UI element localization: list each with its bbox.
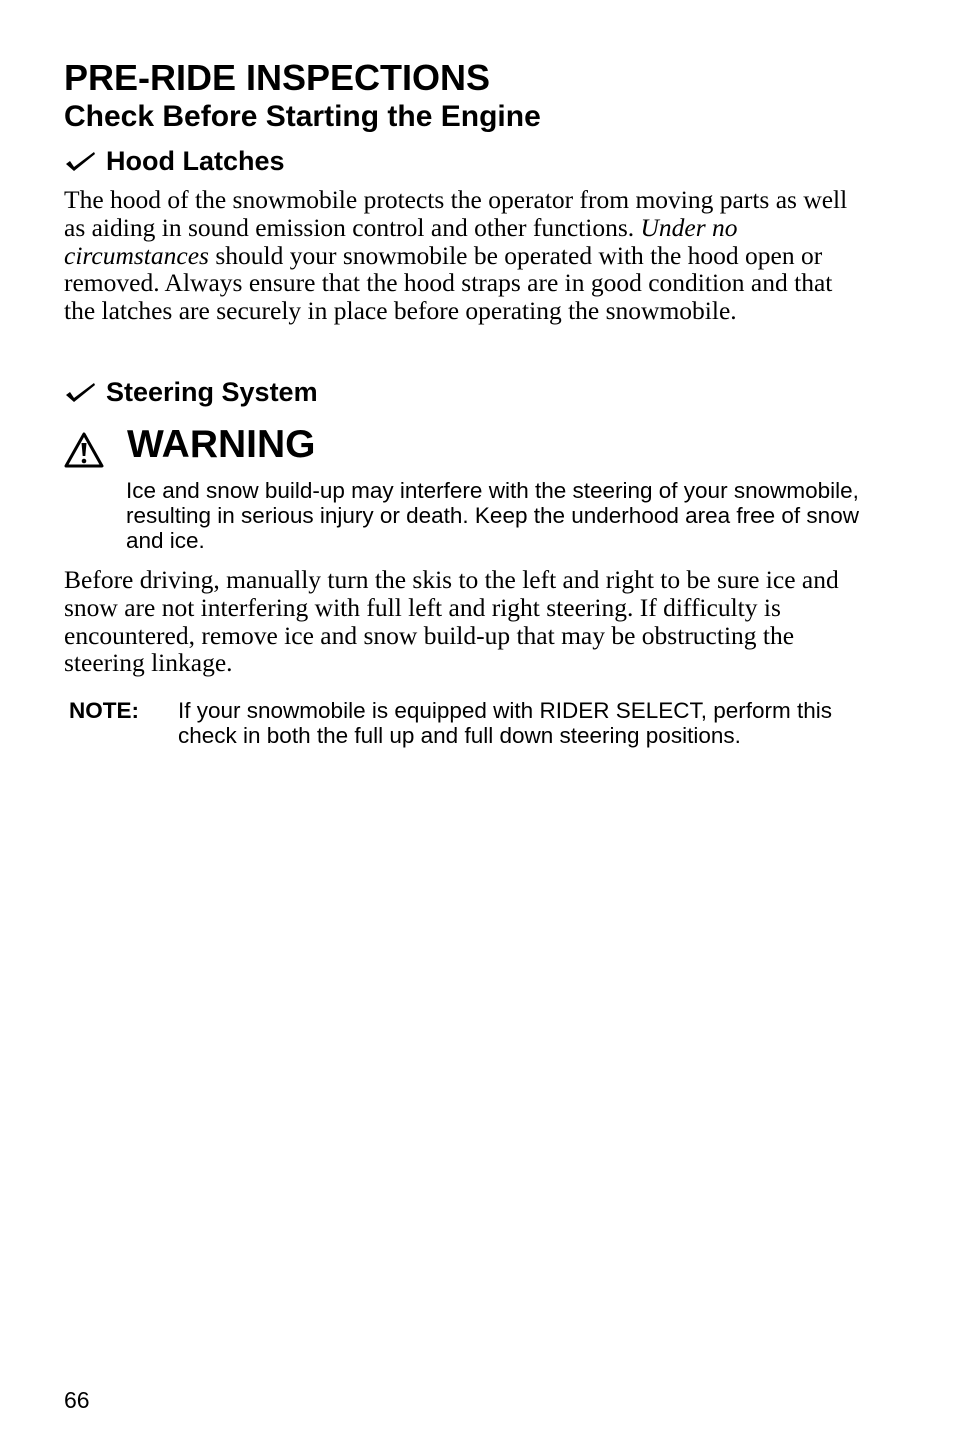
steering-paragraph: Before driving, manually turn the skis to the left and right to be sure ice and snow are not interfering with full left and right steering. If difficulty is encountered, remove ice and snow build-up that may be obstructing the steering linkage. [64, 565, 839, 678]
hood-para-text-2: should your snowmobile be operated with the hood open or removed. Always ensure that the hood straps are in good condition and that the latches are securely in place before operating the snowmobile. [64, 240, 833, 326]
warning-title: WARNING [127, 423, 316, 466]
warning-triangle-icon [64, 432, 104, 468]
check-mark-icon [64, 381, 96, 403]
hood-para-emphasis: Under no circumstances [64, 212, 738, 270]
section-subtitle: Check Before Starting the Engine [64, 100, 541, 133]
warning-text: Ice and snow build-up may interfere with the steering of your snowmobile, resulting in serious injury or death. Keep the underhood area free of snow and ice. [126, 478, 859, 553]
note-text: If your snowmobile is equipped with RIDER SELECT, perform this check in both the full up and full down steering positions. [178, 698, 833, 748]
steering-system-heading [64, 376, 318, 408]
hood-latches-label: Hood Latches [106, 146, 285, 176]
hood-para-text-1: The hood of the snowmobile protects the operator from moving parts as well as aiding in sound emission control and other functions. [64, 185, 848, 242]
check-mark-icon [64, 150, 96, 172]
hood-latches-paragraph [64, 186, 864, 325]
note-label: NOTE: [69, 698, 139, 723]
page-number: 66 [64, 1387, 90, 1413]
page-title: PRE-RIDE INSPECTIONS [64, 57, 491, 98]
steering-system-label: Steering System [106, 377, 318, 407]
hood-latches-heading [64, 145, 285, 177]
